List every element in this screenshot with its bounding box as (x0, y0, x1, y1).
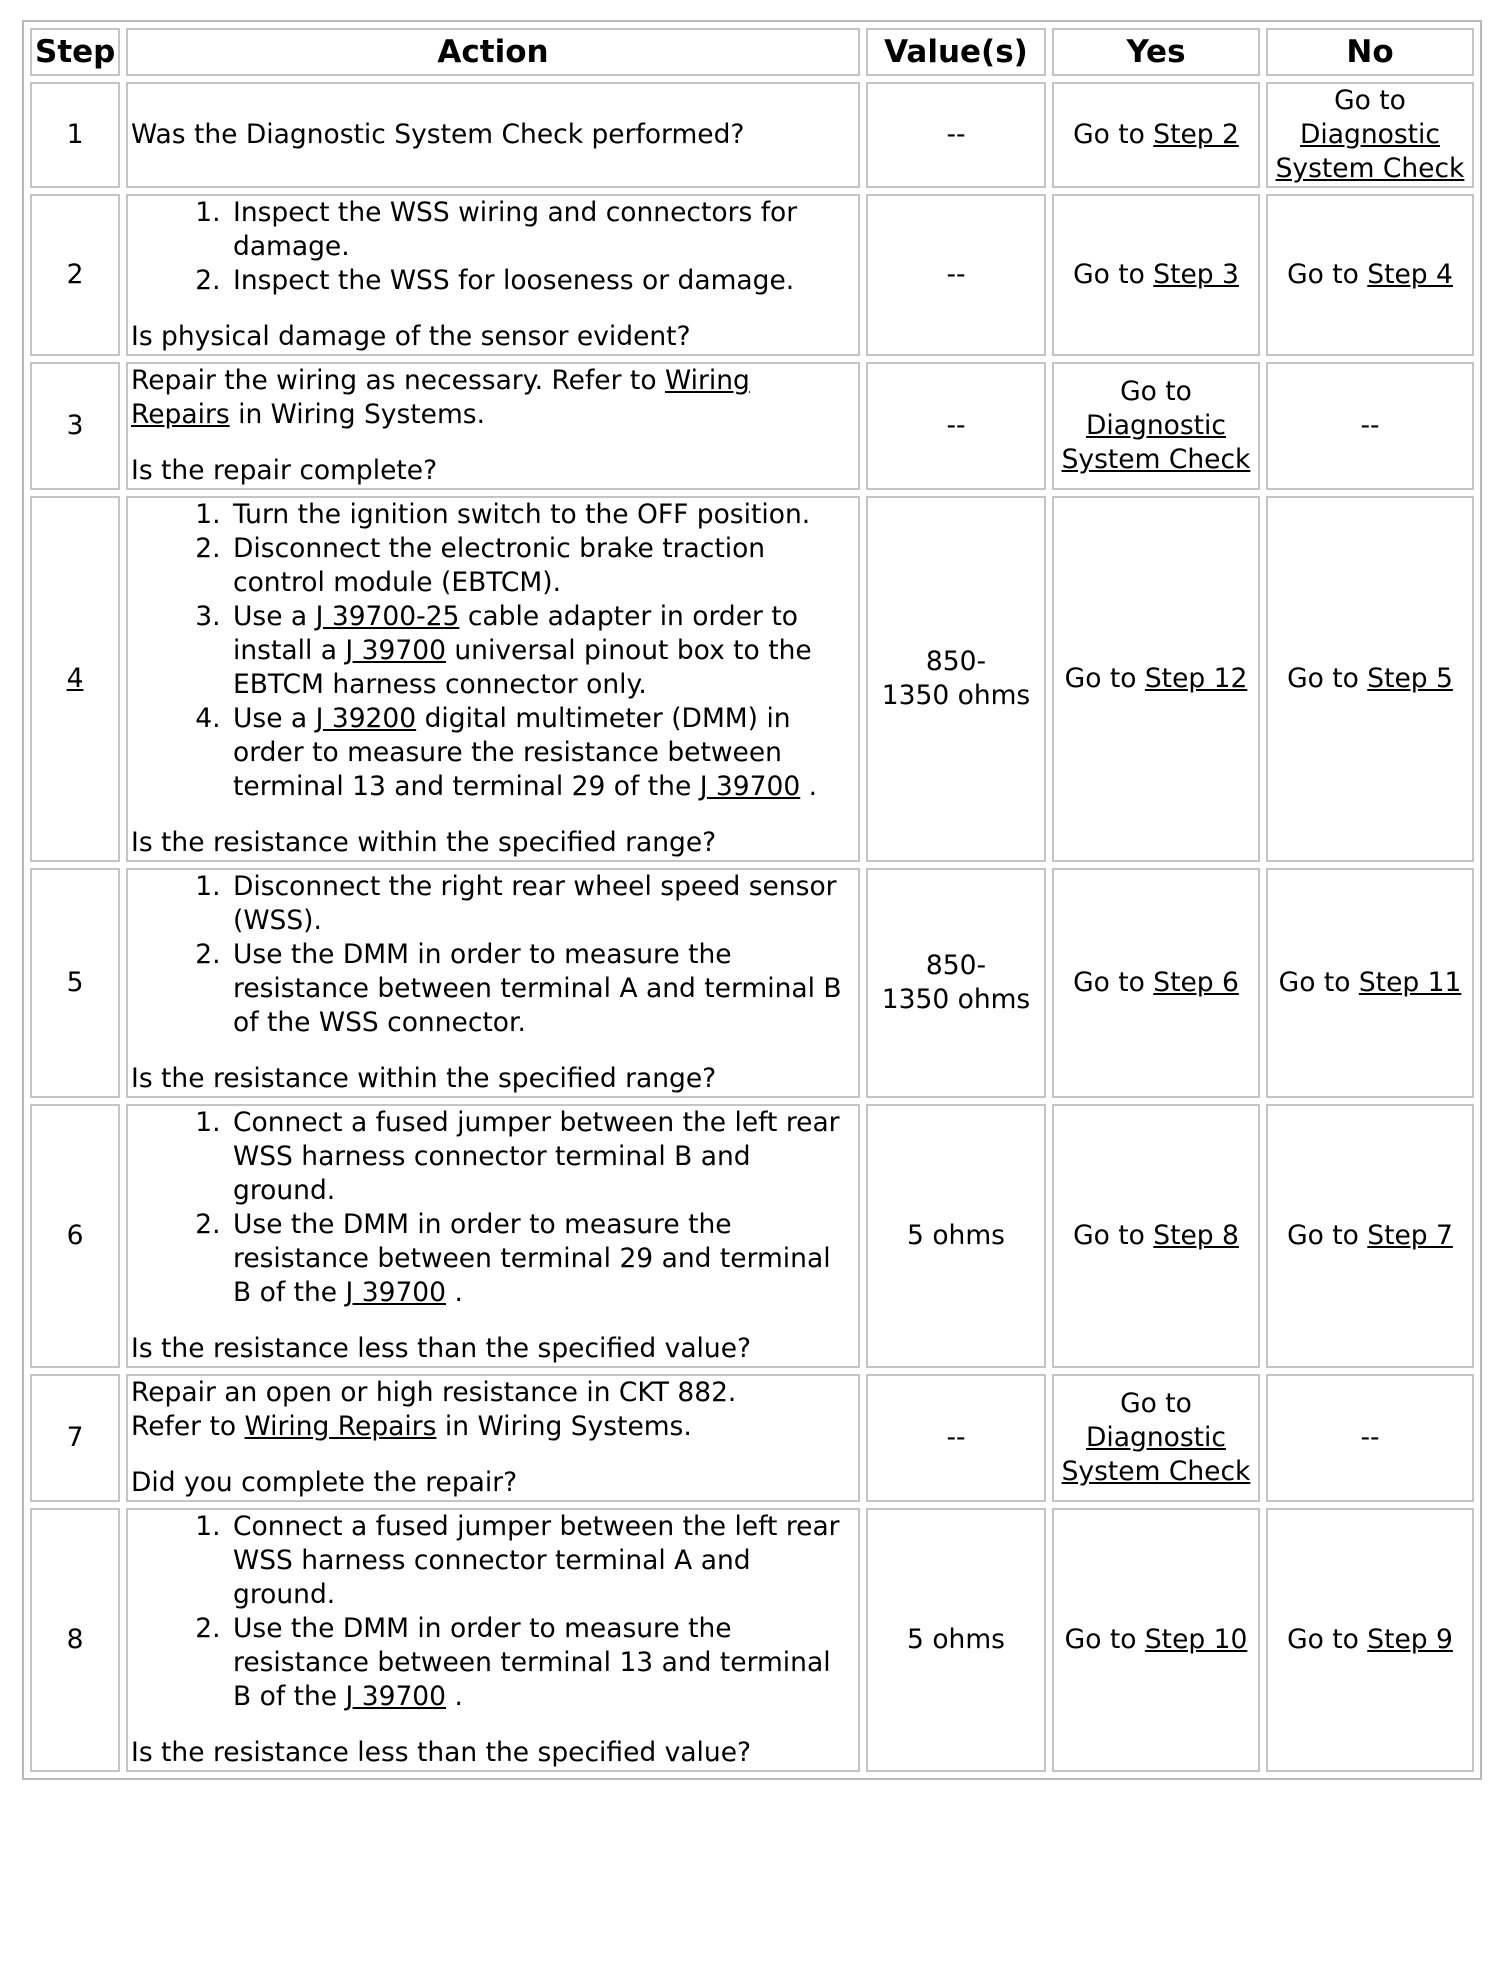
value-text: 850- (925, 950, 987, 981)
yes-link[interactable]: Step 8 (1153, 1220, 1239, 1251)
action-item (229, 600, 855, 702)
action-text: in Wiring Systems. (229, 399, 485, 430)
action-text: Use the DMM in order to measure the resistance between terminal 13 and terminal B of the (233, 1613, 831, 1712)
yes-cell (1052, 362, 1260, 490)
no-cell (1266, 194, 1474, 356)
tool-link[interactable]: J 39700 (345, 635, 446, 666)
action-question: Is the resistance within the specified range? (131, 827, 717, 858)
goto-text: Go to (1287, 1624, 1368, 1655)
header-action: Action (126, 28, 860, 76)
action-cell (126, 1508, 860, 1772)
step-number: 1 (30, 82, 120, 188)
action-item (229, 1612, 855, 1714)
action-cell (126, 362, 860, 490)
header-no: No (1266, 28, 1474, 76)
action-item: 1. Inspect the WSS wiring and connectors for damage. (229, 196, 855, 264)
action-text: Repair the wiring as necessary. Refer to (131, 365, 665, 396)
step-number: 3 (30, 362, 120, 490)
step-link[interactable]: 4 (66, 663, 84, 694)
value-text: 1350 ohms (881, 680, 1031, 711)
no-cell (1266, 496, 1474, 862)
action-text: Use a (233, 703, 316, 734)
action-list (131, 196, 855, 298)
goto-text: Go to (1287, 259, 1368, 290)
action-text: digital multimeter (DMM) in order to measure the resistance between terminal 13 and terminal 29 of the (233, 703, 791, 802)
action-list (131, 498, 855, 804)
yes-cell (1052, 82, 1260, 188)
value-cell: 5 ohms (866, 1104, 1046, 1368)
goto-text: Go to (1120, 1388, 1192, 1419)
table-row (30, 496, 1474, 862)
diagnostic-table (22, 20, 1482, 1780)
action-list (131, 870, 855, 1040)
action-text: universal pinout box to the EBTCM harness connector only. (233, 635, 812, 700)
table-row (30, 362, 1474, 490)
no-cell (1266, 868, 1474, 1098)
goto-text: Go to (1064, 1624, 1145, 1655)
table-row (30, 868, 1474, 1098)
yes-link[interactable]: Step 12 (1144, 663, 1248, 694)
action-question: Was the Diagnostic System Check performed? (131, 119, 745, 150)
yes-link[interactable]: Step 3 (1153, 259, 1239, 290)
table-row (30, 194, 1474, 356)
yes-link[interactable]: Step 10 (1144, 1624, 1248, 1655)
action-cell (126, 868, 860, 1098)
value-text: 1350 ohms (881, 984, 1031, 1015)
action-text: . (446, 1681, 463, 1712)
action-item: 1. Disconnect the right rear wheel speed sensor (WSS). (229, 870, 855, 938)
action-cell (126, 496, 860, 862)
step-number: 8 (30, 1508, 120, 1772)
yes-link[interactable]: Diagnostic System Check (1061, 1422, 1251, 1487)
action-question: Is physical damage of the sensor evident? (131, 321, 691, 352)
goto-text: Go to (1334, 85, 1406, 116)
no-cell (1266, 1508, 1474, 1772)
action-item: 1. Turn the ignition switch to the OFF position. (229, 498, 855, 532)
action-question: Is the resistance less than the specified value? (131, 1737, 752, 1768)
action-question: Did you complete the repair? (131, 1467, 518, 1498)
action-text: Refer to (131, 1411, 245, 1442)
goto-text: Go to (1287, 1220, 1368, 1251)
step-number: 5 (30, 868, 120, 1098)
action-list (131, 1106, 855, 1310)
no-link[interactable]: Diagnostic System Check (1275, 119, 1465, 184)
action-item: 2. Inspect the WSS for looseness or damage. (229, 264, 855, 298)
table-row (30, 1374, 1474, 1502)
tool-link[interactable]: J 39700 (345, 1277, 447, 1308)
tool-link[interactable]: J 39700 (345, 1681, 447, 1712)
table-row (30, 82, 1474, 188)
no-link[interactable]: Step 9 (1367, 1624, 1453, 1655)
goto-text: Go to (1073, 1220, 1154, 1251)
action-item: 1. Connect a fused jumper between the left rear WSS harness connector terminal B and ground. (229, 1106, 855, 1208)
header-yes: Yes (1052, 28, 1260, 76)
yes-cell (1052, 194, 1260, 356)
header-row (30, 28, 1474, 76)
header-step: Step (30, 28, 120, 76)
yes-cell (1052, 868, 1260, 1098)
tool-link[interactable]: J 39700-25 (315, 601, 460, 632)
tool-link[interactable]: J 39700 (699, 771, 801, 802)
yes-link[interactable]: Diagnostic System Check (1061, 410, 1251, 475)
action-item (229, 702, 855, 804)
yes-cell (1052, 496, 1260, 862)
value-cell: 5 ohms (866, 1508, 1046, 1772)
goto-text: Go to (1287, 663, 1368, 694)
tool-link[interactable]: J 39200 (315, 703, 417, 734)
action-cell (126, 82, 860, 188)
step-number: 7 (30, 1374, 120, 1502)
action-text: . (800, 771, 818, 802)
value-cell: -- (866, 194, 1046, 356)
action-list (131, 1510, 855, 1714)
action-text: Use a (233, 601, 316, 632)
action-cell (126, 1374, 860, 1502)
table-row (30, 1508, 1474, 1772)
no-cell: -- (1266, 362, 1474, 490)
no-link[interactable]: Step 7 (1367, 1220, 1453, 1251)
action-paragraph (131, 1376, 855, 1444)
table-row (30, 1104, 1474, 1368)
value-text: 850- (925, 646, 987, 677)
goto-text: Go to (1073, 259, 1154, 290)
goto-text: Go to (1278, 967, 1359, 998)
goto-text: Go to (1073, 967, 1154, 998)
step-number: 2 (30, 194, 120, 356)
yes-link[interactable]: Step 2 (1153, 119, 1239, 150)
header-values: Value(s) (866, 28, 1046, 76)
value-cell: -- (866, 362, 1046, 490)
action-text: Repair an open or high resistance in CKT 882. (131, 1377, 737, 1408)
yes-cell (1052, 1104, 1260, 1368)
value-cell: -- (866, 1374, 1046, 1502)
action-item (229, 1208, 855, 1310)
yes-cell (1052, 1374, 1260, 1502)
step-number (30, 496, 120, 862)
action-cell (126, 194, 860, 356)
value-cell: -- (866, 82, 1046, 188)
no-cell (1266, 1104, 1474, 1368)
goto-text: Go to (1073, 119, 1154, 150)
action-text: cable adapter in order to install a (233, 601, 798, 666)
yes-link[interactable]: Step 6 (1153, 967, 1239, 998)
wiring-repairs-link[interactable]: Wiring Repairs (131, 365, 750, 430)
value-cell (866, 868, 1046, 1098)
action-item: 2. Use the DMM in order to measure the resistance between terminal A and terminal B of the WSS connector. (229, 938, 855, 1040)
wiring-repairs-link[interactable]: Wiring Repairs (244, 1411, 437, 1442)
action-item: 1. Connect a fused jumper between the left rear WSS harness connector terminal A and ground. (229, 1510, 855, 1612)
action-cell (126, 1104, 860, 1368)
action-question: Is the resistance less than the specified value? (131, 1333, 752, 1364)
action-text: in Wiring Systems. (436, 1411, 692, 1442)
action-item: 2. Disconnect the electronic brake traction control module (EBTCM). (229, 532, 855, 600)
action-question: Is the repair complete? (131, 455, 438, 486)
action-question: Is the resistance within the specified range? (131, 1063, 717, 1094)
no-link[interactable]: Step 4 (1367, 259, 1453, 290)
no-cell (1266, 82, 1474, 188)
no-cell: -- (1266, 1374, 1474, 1502)
no-link[interactable]: Step 5 (1367, 663, 1453, 694)
goto-text: Go to (1064, 663, 1145, 694)
action-paragraph (131, 364, 855, 432)
action-text: . (446, 1277, 463, 1308)
no-link[interactable]: Step 11 (1358, 967, 1462, 998)
step-number: 6 (30, 1104, 120, 1368)
value-cell (866, 496, 1046, 862)
action-text: Use the DMM in order to measure the resistance between terminal 29 and terminal B of the (233, 1209, 831, 1308)
yes-cell (1052, 1508, 1260, 1772)
goto-text: Go to (1120, 376, 1192, 407)
